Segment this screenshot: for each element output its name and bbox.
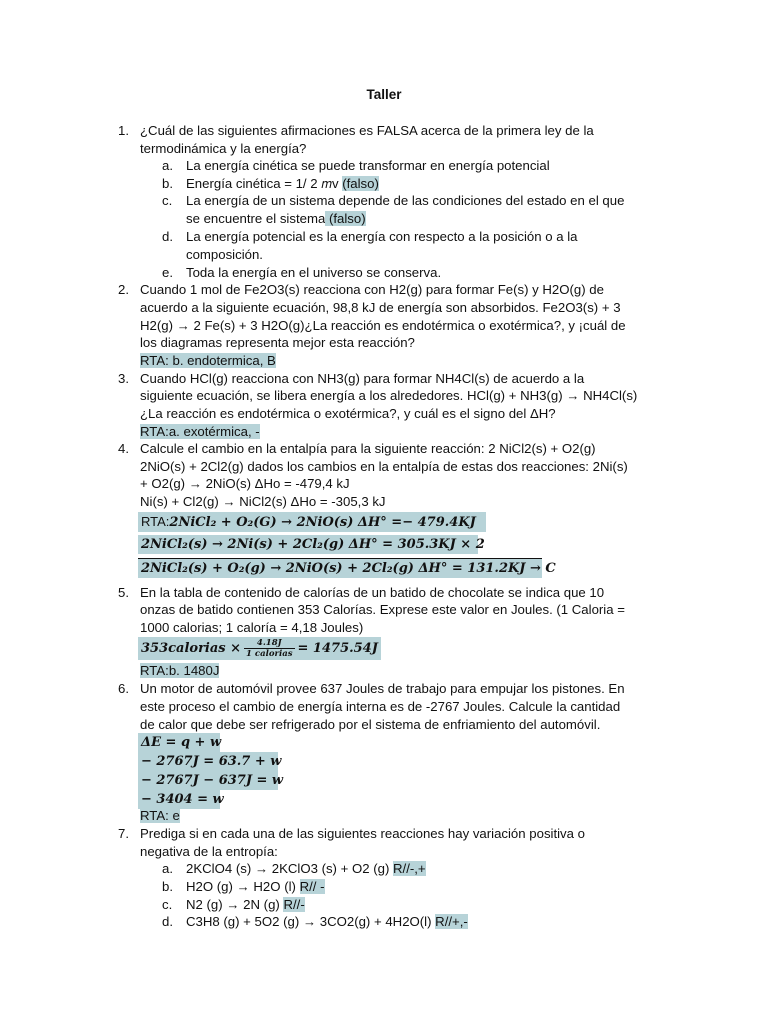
option-text: se encuentre el sistema (falso): [186, 211, 366, 226]
question-text: onzas de batido contienen 353 Calorías. Exprese este valor en Joules. (1 Caloria =: [140, 602, 625, 617]
option-letter: a.: [162, 158, 173, 173]
equation-line: − 2767J = 63.7 + w: [138, 752, 278, 771]
question-text: 2NiO(s) + 2Cl2(g) dados los cambios en la entalpía de estas dos reacciones: 2Ni(s): [140, 459, 628, 474]
question-text: los diagramas representa mejor esta reacción?: [140, 335, 415, 350]
question-text: Cuando 1 mol de Fe2O3(s) reacciona con H2(g) para formar Fe(s) y H2O(g) de: [140, 282, 604, 297]
question-text: este proceso el cambio de energía interna es de -2767 Joules. Calcule la cantidad: [140, 699, 621, 714]
answer-highlight: R//-: [283, 897, 305, 912]
answer-highlight: R// -: [299, 879, 325, 894]
question-text: H2(g) → 2 Fe(s) + 3 H2O(g)¿La reacción es endotérmica o exotérmica?, y ¡cuál de: [140, 318, 626, 333]
option-letter: a.: [162, 861, 173, 876]
option-text: C3H8 (g) + 5O2 (g) → 3CO2(g) + 4H2O(l) R//+,-: [186, 914, 468, 929]
question-text: Un motor de automóvil provee 637 Joules de trabajo para empujar los pistones. En: [140, 681, 625, 696]
option-text: Toda la energía en el universo se conserva.: [186, 265, 442, 280]
question-number: 2.: [118, 282, 129, 297]
conversion-fraction: $\frac{4.18J}{\text{1 calorias}}$: [246, 638, 293, 659]
answer-text: RTA: e: [140, 808, 180, 823]
question-number: 1.: [118, 123, 129, 138]
question-number: 6.: [118, 681, 129, 696]
question-number: 4.: [118, 441, 129, 456]
option-text: Energía cinética = 1/ 2 𝑚v (falso): [186, 176, 379, 191]
question-text: ¿La reacción es endotérmica o exotérmica?, y cuál es el signo del ΔH?: [140, 406, 556, 421]
option-text: composición.: [186, 247, 263, 262]
equation-line: 2NiCl₂(s) + O₂(g) → 2NiO(s) + 2Cl₂(g) ΔH° = 131.2KJ → C: [138, 558, 542, 578]
option-letter: c.: [162, 897, 173, 912]
option-letter: b.: [162, 879, 173, 894]
question-text: termodinámica y la energía?: [140, 141, 307, 156]
option-letter: d.: [162, 914, 173, 929]
question-number: 5.: [118, 585, 129, 600]
question-text: Ni(s) + Cl2(g) → NiCl2(s) ΔHo = -305,3 kJ: [140, 494, 386, 509]
equation-line: 2NiCl₂(s) → 2Ni(s) + 2Cl₂(g) ΔH° = 305.3KJ × 2: [138, 535, 478, 554]
question-text: Prediga si en cada una de las siguientes reacciones hay variación positiva o: [140, 826, 585, 841]
option-text: La energía cinética se puede transformar en energía potencial: [186, 158, 550, 173]
option-text: 2KClO4 (s) → 2KClO3 (s) + O2 (g) R//-,+: [186, 861, 426, 876]
question-text: + O2(g) → 2NiO(s) ΔHo = -479,4 kJ: [140, 476, 350, 491]
question-text: acuerdo a la siguiente ecuación, 98,8 kJ de energía son absorbidos. Fe2O3(s) + 3: [140, 300, 621, 315]
option-letter: e.: [162, 265, 173, 280]
question-text: Cuando HCl(g) reacciona con NH3(g) para formar NH4Cl(s) de acuerdo a la: [140, 371, 585, 386]
answer-highlight: (falso): [325, 211, 365, 226]
question-text: 1000 calorias; 1 caloría = 4,18 Joules): [140, 620, 364, 635]
equation-line: − 3404 = w: [138, 790, 220, 809]
answer-text: RTA:a. exotérmica, -: [140, 424, 260, 439]
option-letter: d.: [162, 229, 173, 244]
question-text: En la tabla de contenido de calorías de un batido de chocolate se indica que 10: [140, 585, 605, 600]
question-text: siguiente ecuación, se libera energía a los alrededores. HCl(g) + NH3(g) → NH4Cl(s): [140, 388, 638, 403]
option-letter: b.: [162, 176, 173, 191]
equation-line: − 2767J − 637J = w: [138, 771, 278, 790]
option-text: N2 (g) → 2N (g) R//-: [186, 897, 305, 912]
question-text: de calor que debe ser refrigerado por el sistema de enfriamiento del automóvil.: [140, 717, 601, 732]
conversion-equation: 353calorias × $\frac{4.18J}{\text{1 calorias}}$ = 1475.54J: [138, 637, 381, 660]
question-text: Calcule el cambio en la entalpía para la siguiente reacción: 2 NiCl2(s) + O2(g): [140, 441, 596, 456]
option-text: La energía de un sistema depende de las condiciones del estado en el que: [186, 193, 625, 208]
answer-text: RTA:b. 1480J: [140, 663, 220, 678]
answer-highlight: (falso): [342, 176, 379, 191]
answer-text: RTA: b. endotermica, B: [140, 353, 276, 368]
option-text: La energía potencial es la energía con respecto a la posición o a la: [186, 229, 578, 244]
answer-highlight: R//+,-: [435, 914, 468, 929]
equation-line: RTA:2NiCl₂ + O₂(G) → 2NiO(s) ΔH° =− 479.4KJ: [138, 512, 486, 532]
question-number: 7.: [118, 826, 129, 841]
document-title: Taller: [366, 87, 402, 102]
question-number: 3.: [118, 371, 129, 386]
question-text: negativa de la entropía:: [140, 844, 278, 859]
option-text: H2O (g) → H2O (l) R// -: [186, 879, 325, 894]
option-letter: c.: [162, 193, 173, 208]
question-text: ¿Cuál de las siguientes afirmaciones es FALSA acerca de la primera ley de la: [140, 123, 594, 138]
answer-highlight: R//-,+: [393, 861, 426, 876]
equation-line: ΔE = q + w: [138, 733, 220, 752]
